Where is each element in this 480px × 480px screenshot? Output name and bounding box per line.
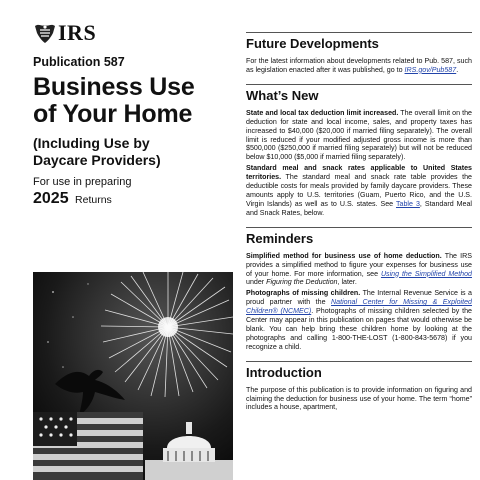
- publication-number: Publication 587: [33, 55, 125, 69]
- section-title-future-developments: Future Developments: [246, 36, 379, 51]
- tax-year-line: [33, 190, 112, 208]
- eagle-emblem-icon: [33, 21, 57, 45]
- section-divider: [246, 227, 472, 228]
- simplified-method-link[interactable]: Using the Simplified Method: [380, 269, 472, 278]
- section-title-introduction: Introduction: [246, 364, 322, 380]
- title-line-2: of Your Home: [33, 100, 193, 128]
- document-subtitle: [33, 135, 161, 169]
- subtitle-line-2: Daycare Providers): [33, 152, 161, 168]
- document-title: [33, 74, 195, 128]
- future-developments-text: For the latest information about developments related to Pub. 587, such as legislation enacted after it was published, go to IRS.gov/Pub587.: [246, 57, 472, 74]
- reminders-paragraph-1: Simplified method for business use of home deduction. The IRS provides a simplified method to figure your expenses for business use of your home. For more information, see Using the Simplified Method under Figuring the Deduction, later.: [246, 251, 472, 287]
- section-title-whats-new: What’s New: [246, 87, 319, 103]
- content-column: [246, 0, 472, 480]
- section-reminders: [246, 231, 472, 352]
- section-introduction: [246, 365, 472, 413]
- section-whats-new: [246, 88, 472, 218]
- returns-label: Returns: [75, 194, 112, 206]
- reminders-paragraph-2: Photographs of missing children. The Internal Revenue Service is a proud partner with the National Center for Missing & Exploited Children® (NCMEC). Photographs of missing children selected by the Center may appear in this publication on pages that would otherwise be blank. You can help bring these children home by looking at the photographs and calling 1-800-THE-LOST (1-800-843-5678) if you recognize a child.: [246, 289, 472, 351]
- pub587-link[interactable]: IRS.gov/Pub587: [404, 65, 457, 74]
- use-text: For use in preparing: [33, 176, 132, 188]
- introduction-paragraph-1: The purpose of this publication is to provide information on figuring and claiming the deduction for business use of your home. The term “home” includes a house, apartment,: [246, 385, 472, 412]
- table-3-link[interactable]: Table 3: [396, 199, 420, 208]
- section-divider: [246, 32, 472, 33]
- logo-text: IRS: [58, 20, 97, 45]
- cover-column: [0, 0, 238, 480]
- ncmec-link[interactable]: National Center for Missing & Exploited Children® (NCMEC): [246, 298, 472, 316]
- subtitle-line-1: (Including Use by: [33, 135, 150, 151]
- whats-new-paragraph-1: State and local tax deduction limit increased. The overall limit on the deduction for state and local income, sales, and property taxes has increased to $40,000 ($20,000 if married filing separately). The overall limit is reduced if your modified adjusted gross income is more than $500,000 ($250,000 if married filing separately) but will not be reduced below $10,000 ($5,000 if married filing separately).: [246, 108, 472, 162]
- flag: [33, 412, 143, 480]
- section-divider: [246, 361, 472, 362]
- section-divider: [246, 84, 472, 85]
- cover-illustration-fireworks-eagle-flag: [33, 272, 233, 480]
- tax-year: 2025: [33, 190, 69, 207]
- irs-logo: [33, 20, 96, 46]
- section-title-reminders: Reminders: [246, 230, 314, 246]
- title-line-1: Business Use: [33, 73, 195, 101]
- whats-new-paragraph-2: Standard meal and snack rates applicable to United States territories. The standard meal and snack rate table provides the deductible costs for meals provided by family daycare providers. These amounts apply to U.S. territories (Guam, Puerto Rico, and the U.S. Virgin Islands) as well as to U.S. states. See Table 3, Standard Meal and Snack Rates, below.: [246, 164, 472, 217]
- section-future-developments: [246, 36, 472, 75]
